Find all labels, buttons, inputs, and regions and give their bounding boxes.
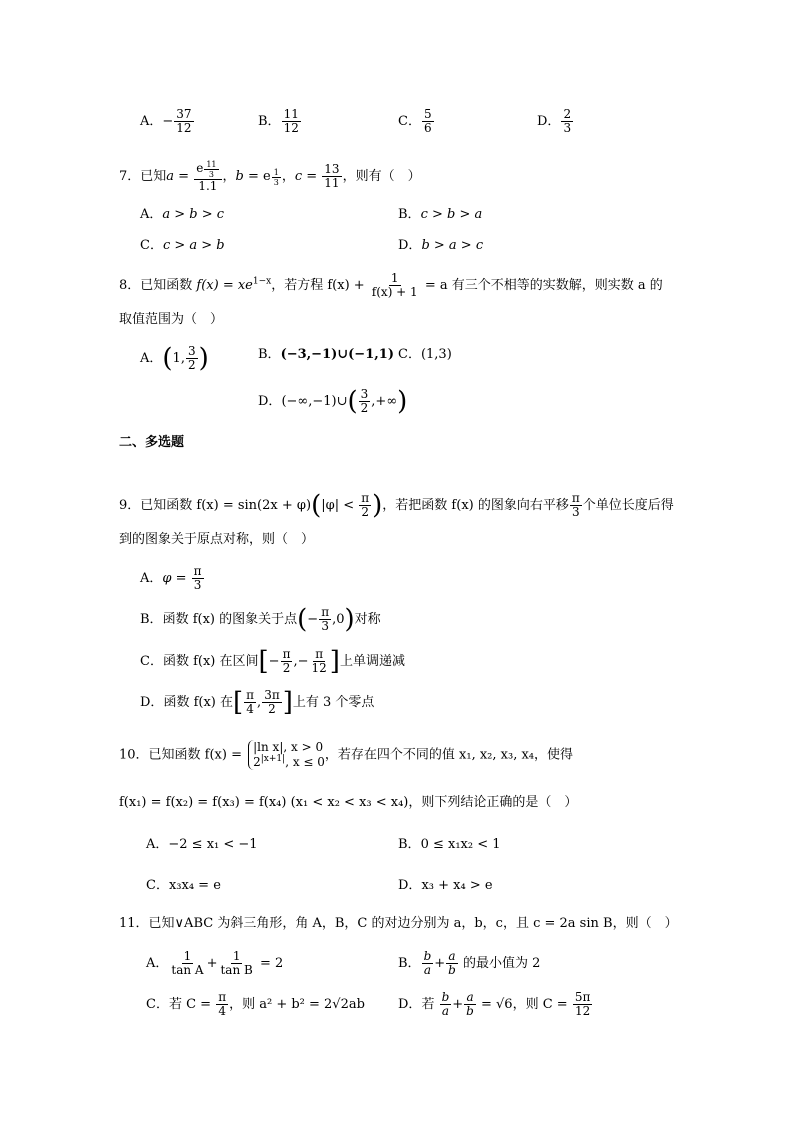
base-e: e: [196, 161, 204, 175]
left-paren: (: [347, 386, 358, 417]
option-label: C．: [140, 238, 163, 253]
denominator: f(x) + 1: [371, 285, 418, 299]
numerator: 5: [423, 107, 432, 121]
right-paren: ): [372, 490, 383, 521]
option-text: φ =: [162, 571, 191, 586]
denominator: 6: [423, 121, 432, 135]
q10-stem: [119, 740, 573, 770]
option-text: b > a > c: [421, 238, 484, 253]
option-label: C．: [146, 878, 169, 893]
q9-option-a: [140, 565, 205, 592]
fraction-c: [322, 163, 341, 190]
numerator: π: [193, 564, 202, 578]
option-label: D．: [398, 238, 422, 253]
option-text: −2 ≤ x₁ < −1: [168, 837, 258, 852]
fraction: [216, 991, 228, 1018]
q10-option-b: [398, 835, 501, 855]
condition: , x ≤ 0: [285, 755, 325, 769]
fraction: [561, 108, 573, 135]
left-paren: (: [311, 490, 322, 521]
denominator: 3: [571, 505, 580, 519]
denominator: 3: [193, 578, 202, 592]
right-bracket: ]: [282, 687, 293, 718]
option-text: 函数 f(x) 在区间: [162, 654, 259, 669]
base-e: e: [263, 169, 271, 184]
option-label: D．: [258, 394, 282, 409]
option-label: B．: [398, 207, 421, 222]
case-1: |ln x|, x > 0: [253, 740, 324, 754]
condition: |φ| <: [321, 498, 359, 513]
option-text: (1,3): [420, 347, 452, 362]
q10-option-d: [398, 876, 493, 896]
option-label: A．: [140, 571, 163, 586]
base: 2: [253, 755, 261, 769]
q9-stem: [119, 492, 674, 519]
q10-option-a: [146, 835, 258, 855]
numerator: π: [321, 605, 330, 619]
q7-option-a: [140, 205, 224, 225]
fraction: [464, 991, 476, 1018]
exp-denominator: 3: [208, 170, 214, 179]
fraction: [570, 492, 582, 519]
fraction: [174, 108, 193, 135]
value: 1,: [172, 351, 185, 366]
function-def: f(x) = xe: [196, 278, 253, 293]
plus: +: [452, 997, 464, 1012]
numerator: a: [466, 990, 474, 1004]
numerator: 1: [390, 271, 399, 285]
option-text: 的最小值为 2: [458, 956, 541, 971]
fraction: [359, 492, 371, 519]
q8-option-d: [258, 388, 407, 415]
denominator: a: [441, 1004, 449, 1018]
option-label: A．: [140, 351, 163, 366]
right-bracket: ]: [329, 646, 340, 677]
option-text: = 2: [255, 956, 284, 971]
equals: =: [302, 169, 322, 184]
q8-option-c: [398, 345, 452, 365]
piecewise: [248, 740, 325, 770]
option-text: 上有 3 个零点: [292, 695, 375, 710]
q7-stem: [119, 160, 421, 193]
numerator: b: [441, 990, 450, 1004]
denominator: 3: [563, 121, 572, 135]
section-heading: 二、多选题: [119, 435, 185, 450]
option-text: c > b > a: [420, 207, 483, 222]
option-label: A．: [140, 207, 163, 222]
denominator: 2: [187, 358, 196, 372]
denominator: 1.1: [198, 179, 218, 193]
question-number: 7．已知: [119, 169, 167, 184]
option-text: a > b > c: [162, 207, 225, 222]
denominator: 11: [324, 176, 340, 190]
option-label: C．: [146, 997, 169, 1012]
fraction: [370, 272, 420, 299]
stem-text: 10．已知函数 f(x) =: [119, 747, 247, 763]
stem-text: 个单位长度后得: [582, 498, 674, 513]
right-paren: ): [198, 343, 209, 374]
fraction: [262, 689, 282, 716]
q9-option-d: D．函数 f(x) 在[ $\frac{\pi}{4}$ , $\frac{3\pi}{2}$ ]上有 3 个零点: [140, 687, 375, 718]
fraction: [422, 108, 434, 135]
q8-option-a: [140, 345, 209, 372]
denominator: 2: [360, 401, 369, 415]
numerator: π: [361, 491, 370, 505]
left-bracket: [: [258, 646, 269, 677]
minus-sign: −: [307, 612, 319, 627]
case-2: [253, 755, 325, 770]
option-text: 0 ≤ x₁x₂ < 1: [420, 837, 501, 852]
numerator: 1: [183, 949, 192, 963]
numerator: 3: [360, 387, 369, 401]
numerator: 1: [232, 949, 241, 963]
stem-text: ，若方程 f(x) +: [271, 278, 369, 293]
q11-option-b: [398, 950, 540, 977]
denominator: 2: [268, 702, 276, 716]
numerator: [194, 160, 221, 180]
stem-text: = a 有三个不相等的实数解，则实数 a 的: [420, 278, 663, 293]
q9-stem-line2: 到的图象关于原点对称，则（ ）: [119, 532, 315, 547]
exp-numerator: 11: [206, 160, 217, 169]
denominator: 3: [321, 619, 329, 633]
exponent: |x+1|: [260, 754, 286, 764]
option-label: D．: [398, 878, 422, 893]
denominator: 12: [574, 1004, 591, 1018]
q6-option-b: [258, 108, 302, 135]
question-number: 8．已知函数: [119, 278, 197, 293]
exponent: 1−x: [252, 276, 272, 287]
option-text: c > a > b: [162, 238, 225, 253]
q8-stem: [119, 272, 663, 299]
denominator: 4: [246, 702, 254, 716]
q8-stem-line2: 取值范围为（ ）: [119, 312, 224, 327]
q10-stem-line2: f(x₁) = f(x₂) = f(x₃) = f(x₄) (x₁ < x₂ < x₃ < x₄)，则下列结论正确的是（ ）: [119, 795, 578, 810]
fraction: [359, 388, 371, 415]
left-paren: (: [162, 343, 173, 374]
exponent-fraction: [204, 160, 218, 179]
numerator: 11: [283, 107, 299, 121]
q11-option-a: [146, 950, 283, 977]
denominator: 12: [176, 121, 192, 135]
equals: =: [174, 169, 194, 184]
q7-option-d: [398, 236, 483, 256]
plus: +: [434, 956, 446, 971]
option-label: B．: [140, 612, 163, 627]
equals: =: [243, 169, 264, 184]
stem-text: 9．已知函数 f(x) = sin(2x + φ): [119, 498, 312, 513]
option-text: (−∞,−1)∪: [281, 394, 348, 409]
option-label: D．: [537, 114, 561, 129]
fraction: [573, 991, 593, 1018]
option-label: C．: [140, 654, 163, 669]
option-text: ,+∞: [371, 394, 398, 409]
option-text: 函数 f(x) 在: [163, 695, 233, 710]
stem-text: ，若存在四个不同的值 x₁, x₂, x₃, x₄，使得: [324, 747, 574, 763]
option-label: B．: [258, 114, 281, 129]
option-label: C．: [398, 114, 421, 129]
left-bracket: [: [233, 687, 244, 718]
option-text: 上单调递减: [339, 654, 405, 669]
denominator: b: [466, 1004, 474, 1018]
fraction: [169, 950, 205, 977]
denominator: 2: [282, 661, 291, 675]
right-paren: ): [397, 386, 408, 417]
fraction: [244, 689, 256, 716]
q7-option-b: [398, 205, 482, 225]
q6-option-a: [140, 108, 195, 135]
fraction-a: [194, 160, 221, 193]
question-suffix: ，则有（ ）: [342, 169, 421, 184]
q8-option-b: [258, 345, 394, 365]
option-text: 若: [421, 997, 439, 1012]
option-text: x₃x₄ = e: [168, 878, 221, 893]
numerator: 3: [187, 344, 196, 358]
fraction: [192, 565, 204, 592]
numerator: b: [423, 949, 432, 963]
separator: ，: [222, 169, 236, 184]
q6-option-d: [537, 108, 574, 135]
q9-option-c: C．函数 f(x) 在区间[− $\frac{\pi}{2}$ ,− $\frac{\pi}{12}$ ]上单调递减: [140, 646, 405, 677]
option-text: 对称: [354, 612, 381, 627]
var-b: b: [235, 169, 244, 184]
option-label: B．: [398, 956, 421, 971]
numerator: π: [282, 647, 291, 661]
fraction: [319, 606, 331, 633]
option-text: (−3,−1)∪(−1,1): [280, 347, 394, 362]
numerator: 2: [563, 107, 572, 121]
fraction: [310, 648, 329, 675]
option-label: A．: [146, 956, 169, 971]
numerator: 5π: [574, 990, 591, 1004]
option-label: D．: [398, 997, 422, 1012]
q11-stem: 11．已知∨ABC 为斜三角形，角 A，B，C 的对边分别为 a，b，c，且 c = 2a sin B，则（ ）: [119, 916, 678, 931]
q11-option-d: [398, 991, 593, 1018]
numerator: a: [448, 949, 456, 963]
q9-option-b: [140, 606, 381, 633]
left-paren: (: [297, 604, 308, 635]
fraction: [446, 950, 458, 977]
fraction: [440, 991, 452, 1018]
denominator: b: [448, 963, 456, 977]
q6-option-c: [398, 108, 435, 135]
var-c: c: [294, 169, 303, 184]
numerator: π: [571, 491, 580, 505]
option-label: A．: [140, 114, 163, 129]
option-label: C．: [398, 347, 421, 362]
stem-text: ，若把函数 f(x) 的图象向右平移: [382, 498, 569, 513]
fraction: [281, 648, 293, 675]
denominator: a: [423, 963, 431, 977]
denominator: 12: [283, 121, 299, 135]
option-label: A．: [146, 837, 169, 852]
right-paren: ): [344, 604, 355, 635]
option-text: ，则 a² + b² = 2√2ab: [229, 997, 365, 1012]
option-text: ,0: [332, 612, 345, 627]
q10-option-c: [146, 876, 221, 896]
exponent-fraction: [272, 168, 281, 187]
option-label: B．: [258, 347, 281, 362]
fraction: [218, 950, 254, 977]
fraction: [422, 950, 434, 977]
option-text: 若 C =: [168, 997, 216, 1012]
separator: ，: [281, 169, 295, 184]
minus-sign: −: [162, 114, 174, 129]
numerator: π: [315, 647, 324, 661]
option-text: x₃ + x₄ > e: [421, 878, 493, 893]
option-text: = √6，则 C =: [476, 997, 572, 1012]
numerator: 3π: [264, 688, 280, 702]
denominator: 4: [218, 1004, 226, 1018]
option-label: B．: [398, 837, 421, 852]
numerator: 37: [176, 107, 192, 121]
plus: +: [206, 956, 218, 971]
denominator: 2: [361, 505, 370, 519]
denominator: 12: [311, 661, 327, 675]
denominator: tan B: [220, 963, 253, 977]
q7-option-c: [140, 236, 225, 256]
denominator: tan A: [171, 963, 204, 977]
numerator: π: [246, 688, 255, 702]
q11-option-c: [146, 991, 365, 1018]
exp-denominator: 3: [273, 177, 279, 187]
numerator: 13: [324, 162, 340, 176]
option-label: D．: [140, 695, 164, 710]
fraction: [186, 345, 198, 372]
numerator: π: [218, 990, 227, 1004]
exp-numerator: 1: [273, 167, 279, 177]
option-text: 函数 f(x) 的图象关于点: [162, 612, 298, 627]
fraction: [282, 108, 301, 135]
var-a: a: [166, 169, 175, 184]
